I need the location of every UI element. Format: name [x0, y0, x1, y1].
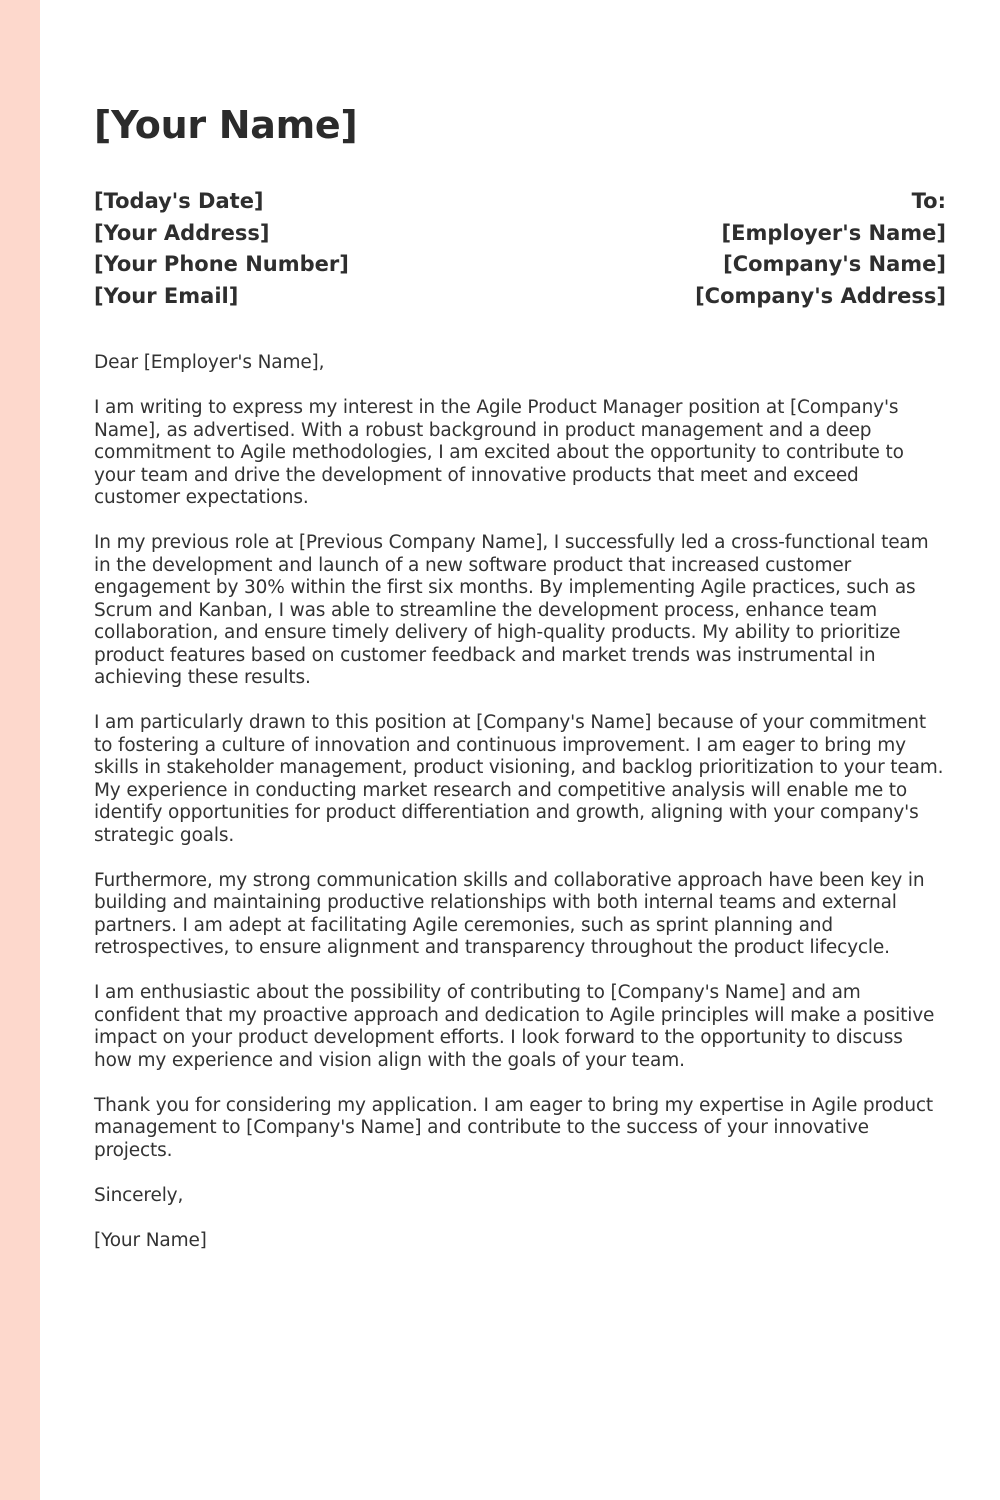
recipient-company-address: [Company's Address] — [695, 283, 946, 308]
letter-body — [94, 352, 946, 1275]
recipient-details — [695, 186, 946, 312]
letter-signature: [Your Name] — [94, 1229, 207, 1251]
contact-block — [94, 186, 946, 312]
sender-date: [Today's Date] — [94, 189, 264, 213]
letter-paragraph: I am enthusiastic about the possibility of contributing to [Company's Name] and am confident that my proactive approach and dedication to Agile principles will make a positive impact on your product development efforts. I look forward to the opportunity to discuss how my experience and vision align with the goals of your team. — [94, 982, 935, 1071]
sender-address: [Your Address] — [94, 220, 270, 245]
cover-letter-page — [94, 0, 946, 1500]
letter-paragraph: Furthermore, my strong communication skills and collaborative approach have been key in building and maintaining productive relationships with both internal teams and external partners. I am adept at facilitating Agile ceremonies, such as sprint planning and retrospectives, to ensure alignment and transparency throughout the product lifecycle. — [94, 869, 925, 958]
sender-details — [94, 186, 349, 312]
letter-salutation: Dear [Employer's Name], — [94, 352, 325, 373]
sender-phone: [Your Phone Number] — [94, 252, 349, 276]
recipient-employer-name: [Employer's Name] — [721, 220, 946, 245]
letter-paragraph: Thank you for considering my application. I am eager to bring my expertise in Agile product management to [Company's Name] and contribute to the success of your innovative projects. — [94, 1094, 934, 1161]
letter-paragraph: I am particularly drawn to this position at [Company's Name] because of your commitment to fostering a culture of innovation and continuous improvement. I am eager to bring my skills in stakeholder management, product visioning, and backlog prioritization to your team. My experience in conducting market research and competitive analysis will enable me to identify opportunities for product differentiation and growth, aligning with your company's strategic goals. — [94, 712, 944, 846]
recipient-company-name: [Company's Name] — [723, 252, 946, 276]
letter-paragraph: In my previous role at [Previous Company Name], I successfully led a cross-functional team in the development and launch of a new software product that increased customer engagement by 30% within the first six months. By implementing Agile practices, such as Scrum and Kanban, I was able to streamline the development process, enhance team collaboration, and ensure timely delivery of high-quality products. My ability to prioritize product features based on customer feedback and market trends was instrumental in achieving these results. — [94, 532, 929, 688]
decorative-side-stripe — [0, 0, 40, 1500]
recipient-to-label: To: — [911, 189, 946, 213]
letter-paragraph: I am writing to express my interest in the Agile Product Manager position at [Company's Name], as advertised. With a robust background in product management and a deep commitment to Agile methodologies, I am excited about the opportunity to contribute to your team and drive the development of innovative products that meet and exceed customer expectations. — [94, 397, 904, 508]
sender-email: [Your Email] — [94, 283, 239, 308]
applicant-name-heading: [Your Name] — [94, 103, 358, 147]
letter-closing: Sincerely, — [94, 1184, 184, 1206]
